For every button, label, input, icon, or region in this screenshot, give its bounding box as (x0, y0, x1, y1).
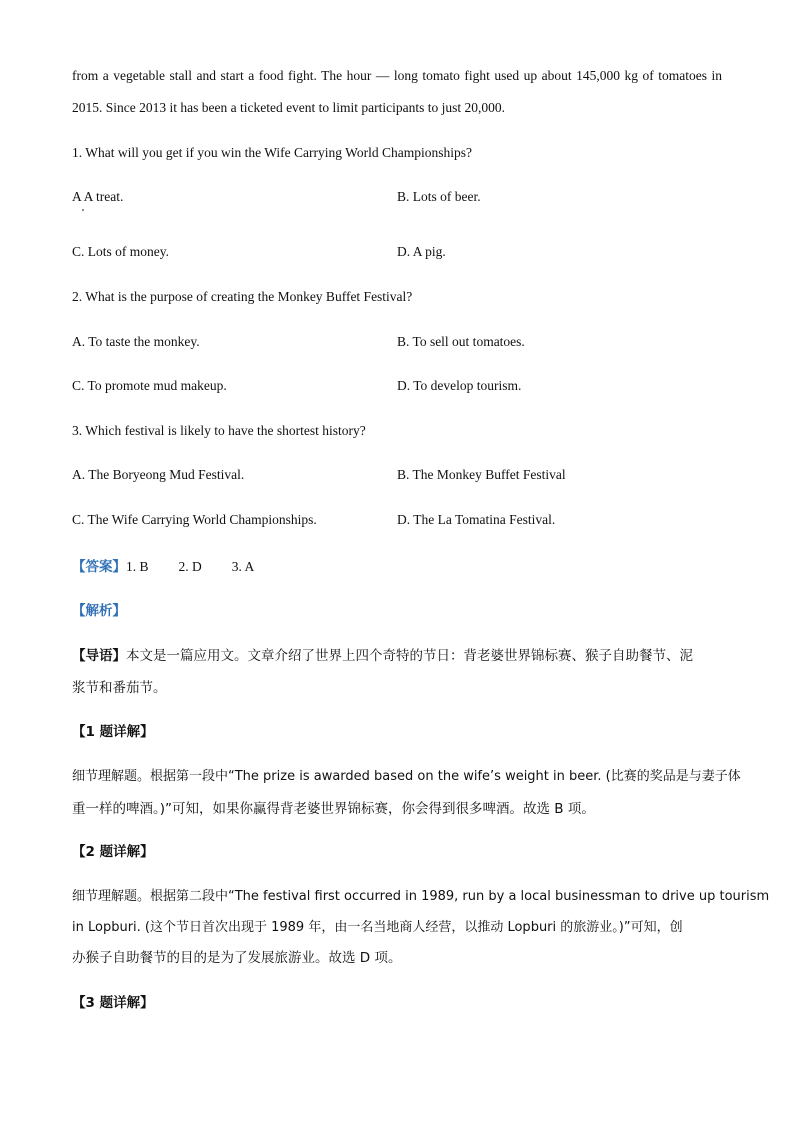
analysis-label: 【解析】 (72, 603, 126, 619)
question-1-option-d: D. A pig. (397, 244, 446, 259)
question-2-option-d: D. To develop tourism. (397, 378, 522, 393)
question-1-stem: 1. What will you get if you win the Wife Carrying World Championships? (72, 145, 472, 160)
q1-detail-label: 【1 题详解】 (72, 724, 154, 740)
question-3-option-c: C. The Wife Carrying World Championships. (72, 512, 317, 527)
passage-line-2: 2015. Since 2013 it has been a ticketed event to limit participants to just 20,000. (72, 100, 506, 115)
question-3-stem: 3. Which festival is likely to have the shortest history? (72, 423, 366, 438)
stray-dot-mark (82, 209, 84, 211)
question-3-option-b: B. The Monkey Buffet Festival (397, 467, 566, 482)
q1-detail-line-2: 重一样的啤酒。)”可知，如果你赢得背老婆世界锦标赛，你会得到很多啤酒。故选 B 项。 (72, 801, 595, 817)
q1-detail-line-1: 细节理解题。根据第一段中“The prize is awarded based on the wife’s weight in beer. (比赛的奖品是与妻子体 (72, 769, 741, 784)
answer-label: 【答案】 (72, 559, 126, 575)
intro-text-1: 本文是一篇应用文。文章介绍了世界上四个奇特的节日：背老婆世界锦标赛、猴子自助餐节、泥 (126, 648, 693, 664)
question-2-option-a: A. To taste the monkey. (72, 334, 200, 349)
intro-line-1 (72, 644, 693, 664)
question-1-option-a: A A treat. (72, 189, 124, 204)
intro-line-2: 浆节和番茄节。 (72, 680, 167, 696)
q2-detail-line-2: in Lopburi. (这个节日首次出现于 1989 年，由一名当地商人经营，以推动 Lopburi 的旅游业。)”可知，创 (72, 920, 683, 935)
question-3-option-d: D. The La Tomatina Festival. (397, 512, 556, 527)
question-3-option-a: A. The Boryeong Mud Festival. (72, 467, 245, 482)
question-2-option-b: B. To sell out tomatoes. (397, 334, 525, 349)
passage-line-1: from a vegetable stall and start a food fight. The hour — long tomato fight used up about 145,000 kg of tomatoes in (72, 68, 722, 83)
answer-item-3: 3. A (231, 559, 255, 574)
answer-item-1: 1. B (126, 559, 149, 574)
q2-detail-label: 【2 题详解】 (72, 844, 154, 860)
q2-detail-line-1: 细节理解题。根据第二段中“The festival first occurred in 1989, run by a local businessman to drive up tourism (72, 889, 770, 904)
answer-item-2: 2. D (178, 559, 202, 574)
intro-label: 【导语】 (72, 648, 126, 664)
answer-line (72, 555, 254, 575)
question-1-option-c: C. Lots of money. (72, 244, 169, 259)
question-2-stem: 2. What is the purpose of creating the Monkey Buffet Festival? (72, 289, 413, 304)
q3-detail-label: 【3 题详解】 (72, 995, 154, 1011)
q2-detail-line-3: 办猴子自助餐节的目的是为了发展旅游业。故选 D 项。 (72, 950, 402, 966)
question-1-option-b: B. Lots of beer. (397, 189, 481, 204)
question-2-option-c: C. To promote mud makeup. (72, 378, 227, 393)
